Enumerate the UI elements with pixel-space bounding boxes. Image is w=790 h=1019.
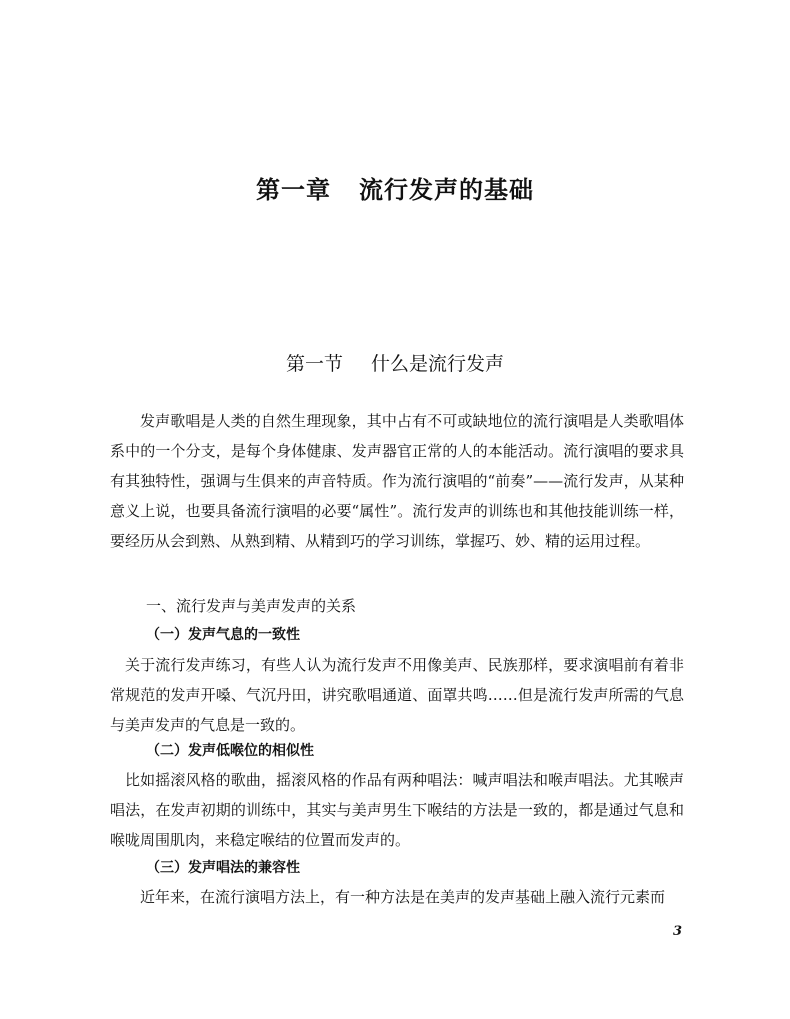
- paragraph-compatibility: 近年来，在流行演唱方法上，有一种方法是在美声的发声基础上融入流行元素而: [140, 888, 666, 906]
- chapter-title: [0, 170, 790, 205]
- chapter-name: 流行发声的基础: [359, 176, 534, 204]
- section-label: 第一节: [285, 353, 343, 375]
- page-number: 3: [672, 924, 682, 939]
- section-title: [0, 349, 790, 376]
- heading-relationship: 一、流行发声与美声发声的关系: [146, 597, 357, 615]
- subheading-breath: （一）发声气息的一致性: [146, 627, 300, 643]
- paragraph-larynx: 比如摇滚风格的歌曲，摇滚风格的作品有两种唱法：喊声唱法和喉声唱法。尤其喉声唱法，在发声初期的训练中，其实与美声男生下喉结的方法是一致的，都是通过气息和喉咙周围肌肉，来稳定喉结的位置而发声的。: [110, 771, 684, 849]
- chapter-label: 第一章: [256, 176, 331, 204]
- subheading-compatibility: （三）发声唱法的兼容性: [146, 860, 300, 876]
- subheading-larynx: （二）发声低喉位的相似性: [146, 743, 314, 759]
- intro-paragraph: 发声歌唱是人类的自然生理现象，其中占有不可或缺地位的流行演唱是人类歌唱体系中的一个分支，是每个身体健康、发声器官正常的人的本能活动。流行演唱的要求具有其独特性，强调与生俱来的声音特质。作为流行演唱的“前奏”——流行发声，从某种意义上说，也要具备流行演唱的必要“属性”。流行发声的训练也和其他技能训练一样，要经历从会到熟、从熟到精、从精到巧的学习训练，掌握巧、妙、精的运用过程。: [110, 412, 684, 550]
- paragraph-breath: 关于流行发声练习，有些人认为流行发声不用像美声、民族那样，要求演唱前有着非常规范的发声开嗓、气沉丹田，讲究歌唱通道、面罩共鸣……但是流行发声所需的气息与美声发声的气息是一致的。: [110, 656, 684, 734]
- section-name: 什么是流行发声: [371, 353, 505, 375]
